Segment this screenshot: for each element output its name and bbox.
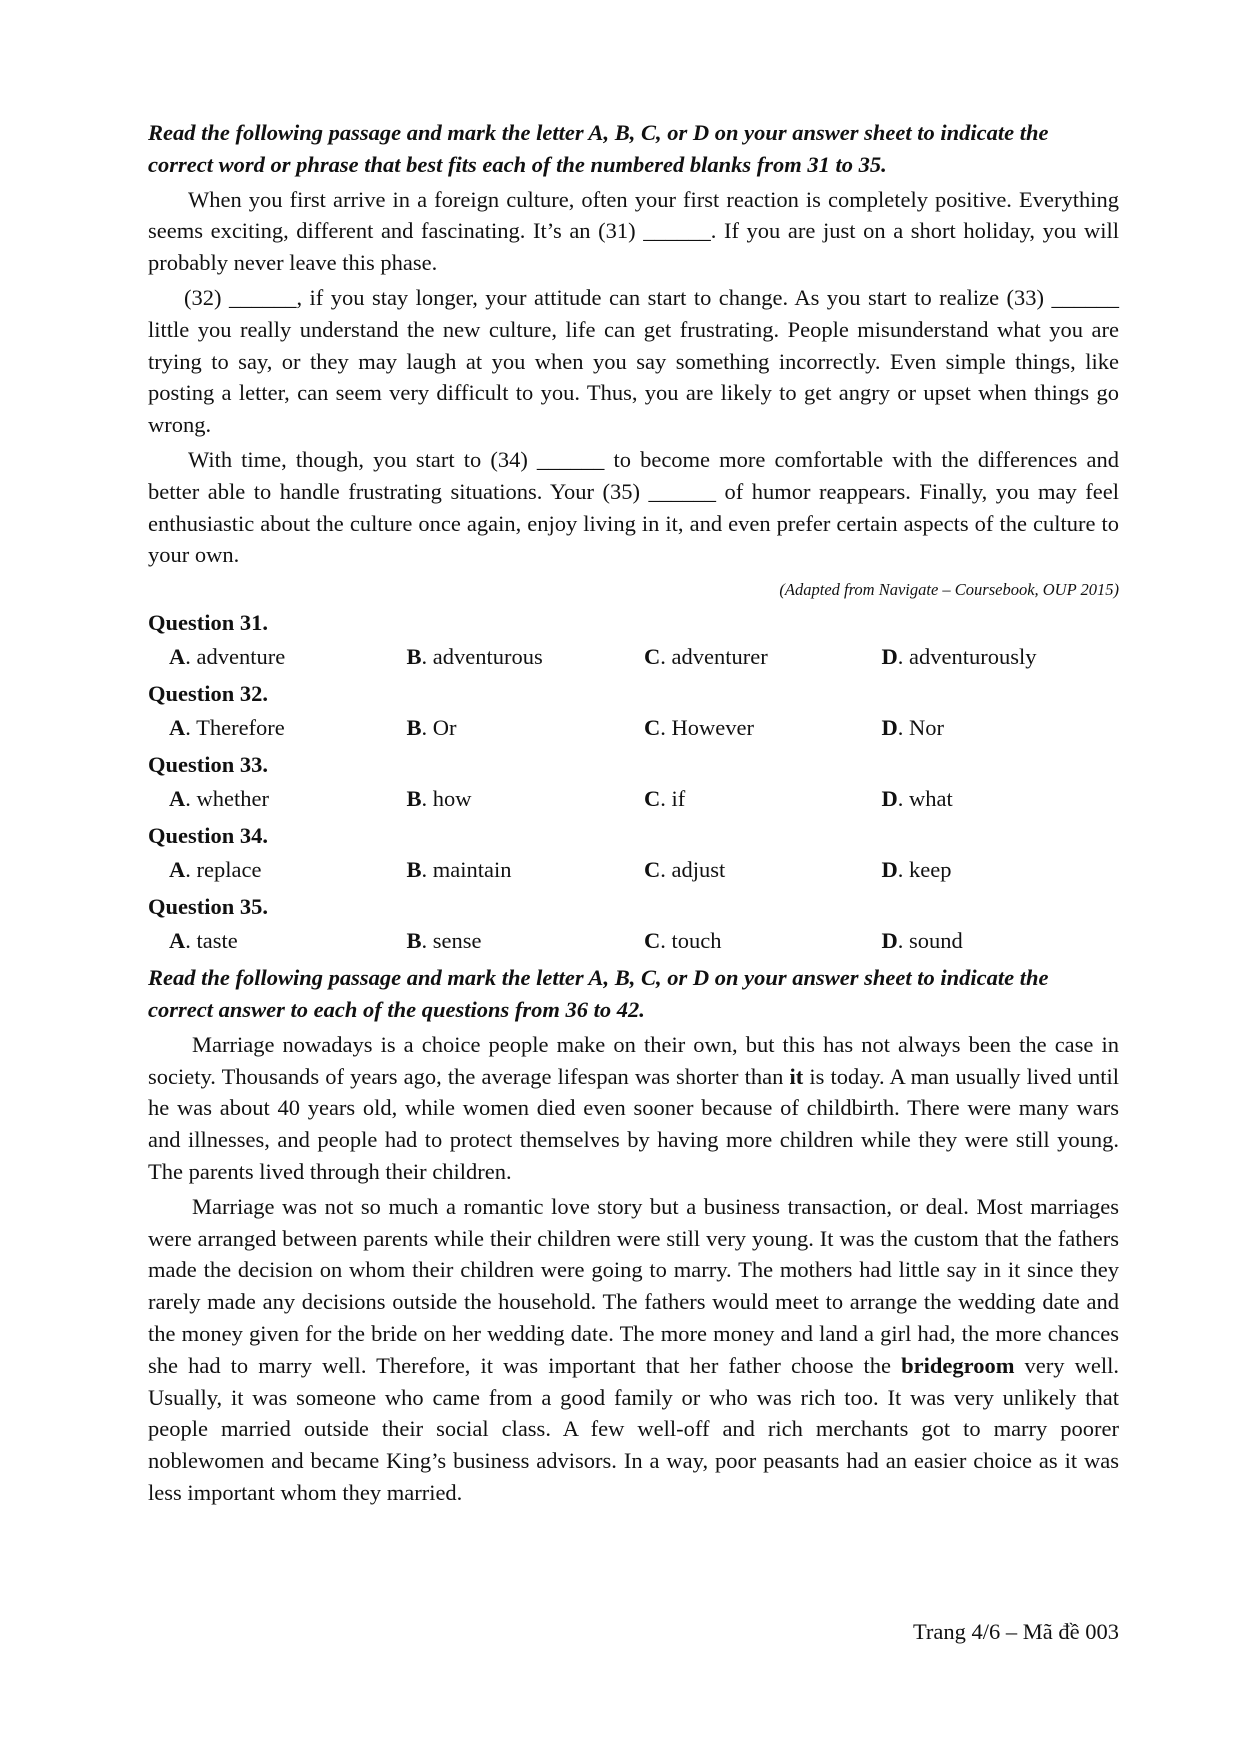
option-text: . what bbox=[897, 786, 953, 812]
highlighted-word: it bbox=[789, 1063, 804, 1089]
option-letter: D bbox=[881, 786, 898, 812]
option-c[interactable] bbox=[644, 711, 882, 745]
option-letter: B bbox=[406, 644, 422, 670]
option-text: . replace bbox=[185, 857, 262, 883]
highlighted-word: bridegroom bbox=[901, 1352, 1015, 1378]
option-text: . Therefore bbox=[185, 715, 285, 741]
option-text: . taste bbox=[185, 928, 238, 954]
option-c[interactable] bbox=[644, 853, 882, 887]
option-letter: C bbox=[644, 857, 661, 883]
option-d[interactable] bbox=[882, 782, 1120, 816]
option-letter: B bbox=[406, 786, 422, 812]
text-run: is today. A man usually lived until he was about 40 years old, while women died even sooner because of childbirth. There were many wars and illnesses, and people had to protect themselves by having more children while they were still young. The parents lived through their children. bbox=[148, 1063, 1119, 1184]
option-a[interactable] bbox=[169, 782, 407, 816]
option-letter: C bbox=[644, 786, 661, 812]
option-text: . adjust bbox=[660, 857, 726, 883]
option-letter: B bbox=[406, 928, 422, 954]
passage2-paragraph-2 bbox=[148, 1191, 1119, 1509]
option-letter: B bbox=[406, 715, 422, 741]
question-title: Question 32. bbox=[148, 681, 269, 707]
option-text: . sound bbox=[897, 928, 963, 954]
option-letter: C bbox=[644, 928, 661, 954]
option-text: . adventurer bbox=[660, 644, 768, 670]
options-row bbox=[169, 711, 1119, 745]
section2-instruction: Read the following passage and mark the letter A, B, C, or D on your answer sheet to indicate the correct answer to each of the questions from 36 to 42. bbox=[148, 965, 1049, 1022]
option-letter: D bbox=[881, 928, 898, 954]
option-b[interactable] bbox=[407, 782, 645, 816]
option-letter: D bbox=[881, 715, 898, 741]
option-text: . Or bbox=[421, 715, 457, 741]
option-text: . if bbox=[660, 786, 686, 812]
passage1-paragraph-3: With time, though, you start to (34) ______ to become more comfortable with the differences and better able to handle frustrating situations. Your (35) ______ of humor reappears. Finally, you may feel enthusiastic about the culture once again, enjoy living in it, and even prefer certain aspects of the culture to your own. bbox=[148, 446, 1119, 568]
option-text: . adventurously bbox=[897, 644, 1037, 670]
passage2-paragraph-1 bbox=[148, 1029, 1119, 1188]
option-text: . However bbox=[660, 715, 754, 741]
page-footer: Trang 4/6 – Mã đề 003 bbox=[912, 1619, 1119, 1644]
question-title: Question 33. bbox=[148, 752, 269, 778]
question-31 bbox=[148, 606, 1119, 674]
question-title: Question 31. bbox=[148, 610, 269, 636]
options-row bbox=[169, 853, 1119, 887]
option-letter: D bbox=[881, 857, 898, 883]
option-b[interactable] bbox=[407, 853, 645, 887]
passage-source: (Adapted from Navigate – Coursebook, OUP 2015) bbox=[779, 580, 1119, 600]
option-a[interactable] bbox=[169, 853, 407, 887]
option-letter: A bbox=[169, 715, 186, 741]
option-text: . touch bbox=[660, 928, 722, 954]
options-row bbox=[169, 640, 1119, 674]
option-letter: C bbox=[644, 644, 661, 670]
option-b[interactable] bbox=[407, 924, 645, 958]
passage1-paragraph-2: (32) ______, if you stay longer, your attitude can start to change. As you start to realize (33) ______ little you really understand the new culture, life can get frustrating. People misunderstand what you are trying to say, or they may laugh at you when you say something incorrectly. Even simple things, like posting a letter, can seem very difficult to you. Thus, you are likely to get angry or upset when things go wrong. bbox=[148, 284, 1119, 438]
question-title: Question 34. bbox=[148, 823, 269, 849]
question-33 bbox=[148, 748, 1119, 816]
option-text: . adventurous bbox=[421, 644, 543, 670]
option-d[interactable] bbox=[882, 640, 1120, 674]
question-title: Question 35. bbox=[148, 894, 269, 920]
option-letter: D bbox=[881, 644, 898, 670]
question-35 bbox=[148, 890, 1119, 958]
options-row bbox=[169, 782, 1119, 816]
option-letter: A bbox=[169, 644, 186, 670]
option-a[interactable] bbox=[169, 924, 407, 958]
section1-instruction: Read the following passage and mark the letter A, B, C, or D on your answer sheet to indicate the correct word or phrase that best fits each of the numbered blanks from 31 to 35. bbox=[148, 120, 1049, 177]
option-text: . adventure bbox=[185, 644, 286, 670]
text-run: Marriage was not so much a romantic love story but a business transaction, or deal. Most marriages were arranged between parents while their children were still very young. It was the custom that the fathers made the decision on whom their children were going to marry. The mothers had little say in it since they rarely made any decisions outside the household. The fathers would meet to arrange the wedding date and the money given for the bride on her wedding date. The more money and land a girl had, the more chances she had to marry well. Therefore, it was important that her father choose the bbox=[148, 1193, 1119, 1378]
option-a[interactable] bbox=[169, 640, 407, 674]
question-32 bbox=[148, 677, 1119, 745]
option-c[interactable] bbox=[644, 640, 882, 674]
option-d[interactable] bbox=[882, 924, 1120, 958]
option-letter: C bbox=[644, 715, 661, 741]
option-text: . sense bbox=[421, 928, 482, 954]
option-c[interactable] bbox=[644, 782, 882, 816]
option-c[interactable] bbox=[644, 924, 882, 958]
option-text: . keep bbox=[897, 857, 952, 883]
option-b[interactable] bbox=[407, 640, 645, 674]
question-34 bbox=[148, 819, 1119, 887]
option-d[interactable] bbox=[882, 711, 1120, 745]
option-d[interactable] bbox=[882, 853, 1120, 887]
text-run: very well. Usually, it was someone who came from a good family or who was rich too. It was very unlikely that people married outside their social class. A few well-off and rich merchants got to marry poorer noblewomen and became King’s business advisors. In a way, poor peasants had an easier choice as it was less important whom they married. bbox=[148, 1352, 1119, 1505]
option-text: . Nor bbox=[897, 715, 944, 741]
option-letter: A bbox=[169, 786, 186, 812]
option-a[interactable] bbox=[169, 711, 407, 745]
passage1-paragraph-1: When you first arrive in a foreign culture, often your first reaction is completely positive. Everything seems exciting, different and fascinating. It’s an (31) ______. If you are just on a short holiday, you will probably never leave this phase. bbox=[148, 186, 1119, 276]
option-text: . whether bbox=[185, 786, 269, 812]
page-content bbox=[148, 117, 1119, 1509]
option-text: . maintain bbox=[421, 857, 512, 883]
option-text: . how bbox=[421, 786, 472, 812]
option-b[interactable] bbox=[407, 711, 645, 745]
option-letter: A bbox=[169, 857, 186, 883]
option-letter: A bbox=[169, 928, 186, 954]
option-letter: B bbox=[406, 857, 422, 883]
text-run: Marriage nowadays is a choice people make on their own, but this has not always been the case in society. Thousands of years ago, the average lifespan was shorter than bbox=[148, 1031, 1119, 1089]
options-row bbox=[169, 924, 1119, 958]
